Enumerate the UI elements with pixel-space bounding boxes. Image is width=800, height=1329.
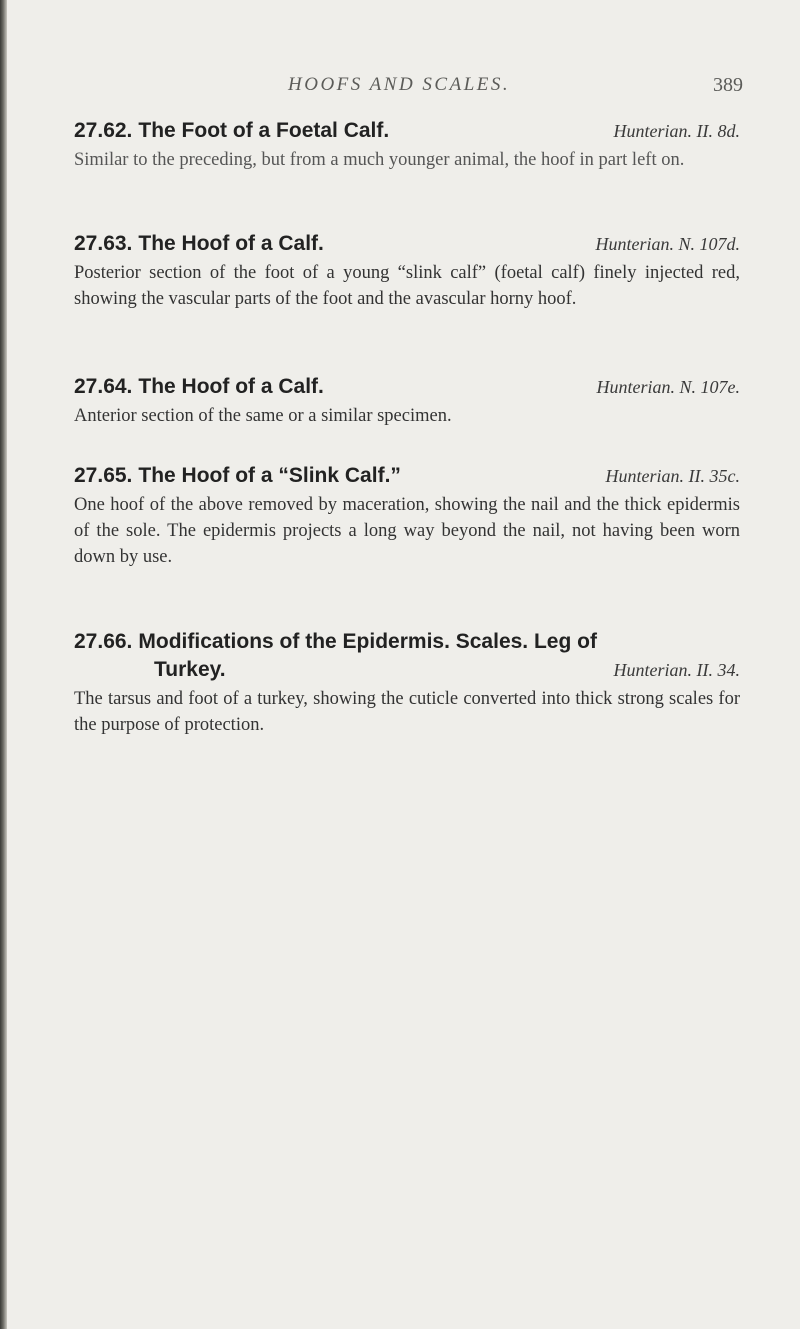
entry-title [74,373,740,401]
entry-number: 27.65. [74,464,133,487]
entry-title-text: The Foot of a Foetal Calf. [138,119,390,142]
entry-description [74,403,740,429]
entry-description [74,492,740,570]
entry-title-text: The Hoof of a Calf. [138,375,324,398]
catalogue-entry-27-62 [74,117,740,173]
entry-title [74,230,740,258]
catalogue-entry-27-63 [74,230,740,312]
entry-number: 27.64. [74,375,133,398]
catalogue-entry-27-65 [74,462,740,570]
page-header [0,74,800,104]
catalogue-entry-27-64 [74,373,740,429]
entry-source: Hunterian. II. 8d. [613,121,740,141]
entry-description-text: One hoof of the above removed by maceration, showing the nail and the thick epidermis of the sole. The epidermis projects a long way beyond the nail, not having been worn down by use. [74,495,740,567]
entry-title-text: Modifications of the Epidermis. Scales. Leg of [138,630,597,653]
entry-number: 27.62. [74,119,133,142]
entry-source: Hunterian. N. 107e. [596,377,740,397]
entry-description-text: Posterior section of the foot of a young “slink calf” (foetal calf) finely injected red, showing the vascular parts of the foot and the avascular horny hoof. [74,263,740,309]
entry-description [74,260,740,312]
entry-title-text: The Hoof of a “Slink Calf.” [138,464,401,487]
entry-description-text: Anterior section of the same or a similar specimen. [74,406,452,426]
entry-source: Hunterian. N. 107d. [595,234,740,254]
running-head: HOOFS AND SCALES. [288,74,511,95]
entry-source: Hunterian. II. 35c. [605,466,740,486]
entry-title-text: The Hoof of a Calf. [138,232,324,255]
binding-edge [0,0,7,1329]
entry-title [74,462,740,490]
catalogue-entry-27-66 [74,628,740,738]
entry-source: Hunterian. II. 34. [613,660,740,680]
entry-number: 27.63. [74,232,133,255]
entry-description [74,686,740,738]
entry-number: 27.66. [74,630,133,653]
entry-description-text: Similar to the preceding, but from a much younger animal, the hoof in part left on. [74,150,685,170]
entry-title [74,628,740,656]
entry-description-text: The tarsus and foot of a turkey, showing the cuticle converted into thick strong scales for the purpose of protection. [74,689,740,735]
entry-title [74,117,740,145]
entry-description [74,147,740,173]
entry-title-continuation [74,656,740,684]
page-number: 389 [713,74,743,96]
entry-title-text: Turkey. [154,658,226,681]
